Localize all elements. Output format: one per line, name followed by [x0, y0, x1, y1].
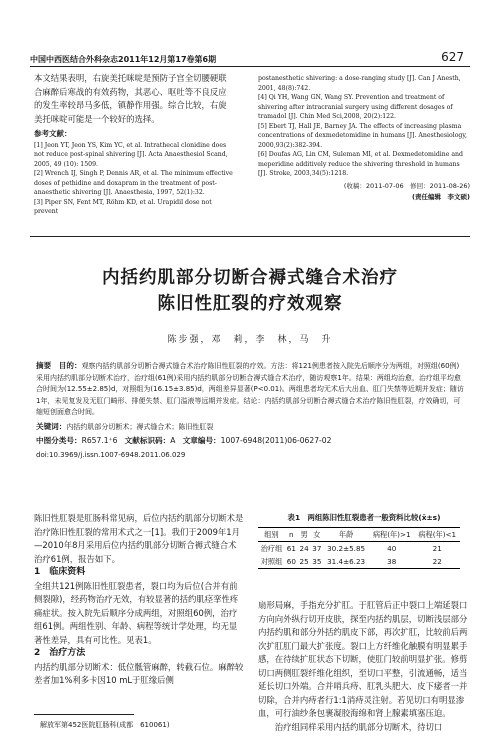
responsible-editor: (责任编辑 李文硕): [412, 192, 470, 201]
prev-article-right-column: [258, 74, 470, 201]
keywords: 内括约肌部分切断术；褥式缝合术；陈旧性肛裂: [66, 422, 214, 431]
article-authors: 陈步强，邓 莉，李 林，马 升: [167, 335, 333, 345]
footnote-rule: [34, 714, 134, 715]
intro-paragraph: 陈旧性肛裂是肛肠科常见病，后位内括约肌部分切断术是治疗陈旧性肛裂的常用术式之一[1]。我们于2009年1月—2010年8月采用后位内括约肌部分切断合褥式缝合术治疗61例，报告如下。: [34, 513, 244, 564]
reference-list-left: [34, 141, 234, 217]
reference-item: [1] Jeon YT, Jeon YS, Kim YC, et al. Intrathecal clonidine does not reduce post-spinal shivering [J]. Acta Anaesthesiol Scand, 2005, 49 (10): 1509.: [34, 141, 228, 168]
procedure-paragraph-tail: 治疗组同样采用内括约肌部分切断术，待切口: [274, 721, 443, 732]
page-number: 627: [441, 50, 464, 64]
header-rule: [30, 66, 470, 67]
clc-label: 中图分类号：: [36, 436, 82, 445]
prev-article-body: 本文结果表明，右旋美托咪啶是预防子宫全切腰硬联合麻醉后寒战的有效药物，其恶心、呕吐等不良反应的发生率较昂马多低，镇静作用强。综合比较，右旋美托咪啶可能是一个较好的选择。: [34, 73, 227, 124]
table-header-cell: 男: [300, 529, 308, 539]
table1-caption: 表1 两组陈旧性肛裂患者一般资料比较(x̄±s): [287, 513, 441, 522]
body-left-column: [34, 512, 244, 688]
references-heading: 参考文献：: [34, 129, 72, 138]
right-column-text: [258, 599, 470, 734]
reference-item: [2] Wrench IJ, Singh P, Dennis AR, et al. The minimum effective doses of pethidine and doxapram in the treatment of post-anaesthetic shivering [J]. Anaesthesia, 1997, 52(1):32.: [34, 170, 233, 196]
section2-text: 内括约肌部分切断术：低位骶管麻醉，转截石位。麻醉较差者加1%利多卡因10 mL于肛缘后侧: [34, 661, 244, 685]
reference-list-right: [258, 74, 470, 179]
table-cell: 38: [387, 557, 397, 566]
abstract-text: 观察内括约肌部分切断合褥式缝合术治疗陈旧性肛裂的疗效。方法：将121例患者按入院先后顺序分为两组，对照组(60例)采用内括约肌部分切断术治疗，治疗组(61例)采用内括约肌部分切断合褥式缝合术治疗，随访观察1年。结果：两组均治愈，治疗组平均愈合时间为(12.55±2.85)d，对照组为(16.15±3.85)d，两组差异显著(P<0.01)。两组患者均无术后大出血、肛门失禁等近期并发症；随访1年，未见复发及无肛门畸形、排便失禁、肛门溢液等远期并发症。结论：内括约肌部分切断合褥式缝合术治疗陈旧性肛裂，疗效确切，可缩短创面愈合时间。: [36, 362, 464, 416]
article-no-label: 文章编号：: [182, 436, 221, 445]
reference-item: [4] Qi YH, Wang GN, Wang SY. Prevention and treatment of shivering after intracranial surgery using different dosages of tramadol [J]. Chin Med Sci,2008, 20(2):122.: [258, 94, 453, 120]
section2-heading: 2 治疗方法: [34, 648, 86, 658]
table-cell: 治疗组: [260, 543, 283, 553]
footnote-affiliation: 解放军第452医院肛肠科(成都 610061): [40, 721, 170, 729]
table-row: [258, 542, 460, 556]
article-title-line2: 陈旧性肛裂的疗效观察: [157, 294, 343, 314]
reference-item: postanesthetic shivering: a dose-ranging study [J]. Can J Anesth, 2001, 48(8):742.: [258, 75, 461, 92]
article-title-line1: 内括约肌部分切断合褥式缝合术治疗: [102, 268, 398, 288]
table-cell: 24: [299, 544, 309, 553]
abstract-block: [36, 360, 466, 461]
table-cell: 30.2±5.85: [327, 544, 366, 553]
table-cell: 21: [432, 544, 442, 553]
table-header-row: [258, 528, 460, 542]
table-cell: 61: [286, 544, 296, 553]
table-header-cell: 女: [313, 529, 321, 539]
table-cell: 对照组: [260, 556, 283, 566]
doi: doi:10.3969/j.issn.1007-6948.2011.06.029: [36, 450, 186, 459]
keywords-label: 关键词：: [36, 421, 67, 431]
doc-code: A: [170, 436, 176, 445]
table-row: [258, 555, 460, 569]
abstract-label: 摘要 目的：: [36, 361, 82, 370]
table-header-cell: 组别: [264, 529, 279, 539]
article-number: 1007-6948(2011)06-0627-02: [220, 436, 332, 445]
table-cell: 40: [387, 544, 397, 553]
section1-text: 全组共121例陈旧性肛裂患者，裂口均为后位(合并有前侧裂隙)，经药物治疗无效，有较显著的括约肌痉挛性疼痛症状。按入院先后顺序分成两组，对照组60例，治疗组61例。两组性别、年龄、病程等统计学处理，均无显著性差异，具有可比性。见表1。: [34, 580, 239, 645]
journal-header: 中国中西医结合外科杂志2011年12月第17卷第6期: [30, 55, 217, 64]
table-cell: 60: [286, 557, 296, 566]
table-cell: 25: [299, 557, 309, 566]
table-header-cell: 病程(年)>1: [372, 529, 411, 539]
doc-code-label: 文献标识码：: [124, 436, 171, 445]
reference-item: [3] Piper SN, Fent MT, Röhm KD, et al. Urapidil dose not prevent: [34, 198, 212, 215]
received-dates: (收稿：2011-07-06 修回：2011-08-26): [343, 181, 470, 190]
table1: [258, 527, 460, 569]
reference-item: [6] Doufas AG, Lin CM, Suleman MI, et al. Dexmedetomidine and meperidine additively reduce the shivering threshold in humans [J]. Stroke, 2003,34(5):1218.: [258, 151, 464, 177]
table-cell: 37: [312, 544, 322, 553]
article-separator: [30, 236, 470, 237]
table-cell: 35: [312, 557, 322, 566]
reference-item: [5] Ebert TJ, Hall JE, Barney JA. The effects of increasing plasma concentrations of dexmedetomidine in humans [J]. Anesthesiology, 2000,93(2):382-394.: [258, 122, 468, 149]
table-cell: 22: [432, 557, 442, 566]
clc-code: R657.1⁺6: [81, 436, 118, 445]
body-right-column: [258, 512, 470, 734]
table-header-cell: 病程(年)<1: [418, 529, 457, 539]
table-cell: 31.4±6.23: [327, 557, 366, 566]
table-header-cell: n: [289, 530, 294, 539]
table-header-cell: 年龄: [338, 529, 354, 539]
procedure-paragraph: 扇形局麻，手指充分扩肛。于肛管后正中裂口上端延裂口方向向外纵行切开皮肤，探至内括约肌层，切断浅层部分内括约肌和部分外括约肌皮下部，再次扩肛，比较前后两次扩肛肛门最大扩张度。裂口上方纤维化触膜有明显累手感，在待续扩肛状态下切断，使肛门较前明显扩张。修剪切口两侧肛裂纤维化组织，至切口平整，引流通畅，适当延长切口外端。合并哨兵痔、肛乳头肥大、皮下痿者一并切除，合并内痔者行1:1消痔灵注射。若见切口有明显渗血，可行油纱条包裹凝胶海绵和肾上腺素填塞压迫。: [258, 600, 468, 718]
section1-heading: 1 临床资料: [34, 567, 86, 577]
prev-article-left-column: [34, 72, 234, 217]
